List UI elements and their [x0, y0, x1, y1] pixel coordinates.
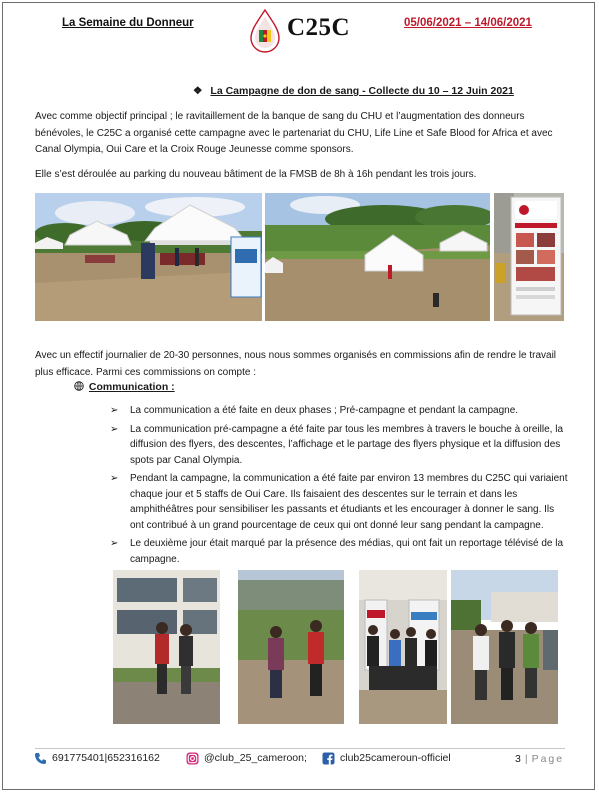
footer-phones: 691775401|652316162 — [52, 752, 160, 764]
instagram-icon — [186, 752, 199, 765]
photo-members-building — [113, 570, 220, 724]
section-heading — [193, 85, 514, 97]
photo-tents-parking — [35, 193, 262, 321]
arrow-bullet-icon: ➢ — [110, 538, 119, 549]
location-paragraph: Elle s’est déroulée au parking du nouveau bâtiment de la FMSB de 8h à 16h pendant les trois jours. — [35, 169, 477, 180]
diamond-bullet-icon: ❖ — [193, 85, 203, 97]
header-dates: 05/06/2021 – 14/06/2021 — [404, 17, 532, 29]
intro-paragraph: Avec comme objectif principal ; le ravitaillement de la banque de sang du CHU et l’augmentation des donneurs bénévoles, le C25C a organisé cette campagne avec le partenariat du CHU, Life Line et Safe Blood for Africa et avec Canal Olympia, Oui Care et la Croix Rouge Jeunesse comme sponsors. — [35, 111, 553, 155]
photo-group-banner — [359, 570, 447, 724]
photo-banner — [494, 193, 564, 321]
list-item: ➢ Pendant la campagne, la communication a été faite par environ 13 membres du C25C qui variaient chaque jour et 5 staffs de Oui Care. Ils faisaient des descentes sur le terrain et dans les amphithéâtres pour sensibiliser les passants et étudiants et les encourager à donner le sang. Ils ont contribué à un grand pourcentage de ceux qui ont donné leur sang pendant la campagne. — [110, 473, 568, 531]
phone-icon — [34, 752, 47, 765]
facebook-icon — [322, 752, 335, 765]
arrow-bullet-icon: ➢ — [110, 423, 119, 435]
page-number: 3 | Page — [515, 753, 565, 765]
list-item: ➢ La communication a été faite en deux phases ; Pré-campagne et pendant la campagne. — [110, 403, 570, 419]
footer-instagram[interactable]: @club_25_cameroon; — [204, 752, 307, 764]
globe-icon — [74, 381, 84, 391]
communication-title: Communication : — [88, 381, 175, 393]
brand-name: C25C — [287, 14, 351, 41]
header-title: La Semaine du Donneur — [62, 17, 194, 29]
commissions-paragraph: Avec un effectif journalier de 20-30 personnes, nous nous sommes organisés en commissions afin de rendre le travail plus efficace. Parmi ces commissions on compte : — [35, 350, 557, 378]
arrow-bullet-icon: ➢ — [110, 473, 119, 484]
photo-members-street — [238, 570, 344, 724]
list-item: ➢ Le deuxième jour était marqué par la présence des médias, qui ont fait un reportage télévisé de la campagne. — [110, 538, 564, 565]
list-item: ➢ La communication pré-campagne a été faite par tous les membres à travers le bouche à oreille, la diffusion des flyers, des descentes, l’affichage et le partage des flyers physique et la diffusion des spots par Canal Olympia. — [110, 423, 564, 466]
arrow-bullet-icon: ➢ — [110, 405, 119, 416]
photo-group-road — [451, 570, 558, 724]
c25c-logo-icon — [247, 8, 283, 54]
photo-tents-field — [265, 193, 490, 321]
section-title: La Campagne de don de sang - Collecte du 10 – 12 Juin 2021 — [210, 85, 514, 97]
communication-heading — [74, 381, 175, 393]
footer-divider — [35, 748, 565, 749]
communication-list — [110, 403, 570, 570]
footer-facebook[interactable]: club25cameroun-officiel — [340, 752, 451, 764]
